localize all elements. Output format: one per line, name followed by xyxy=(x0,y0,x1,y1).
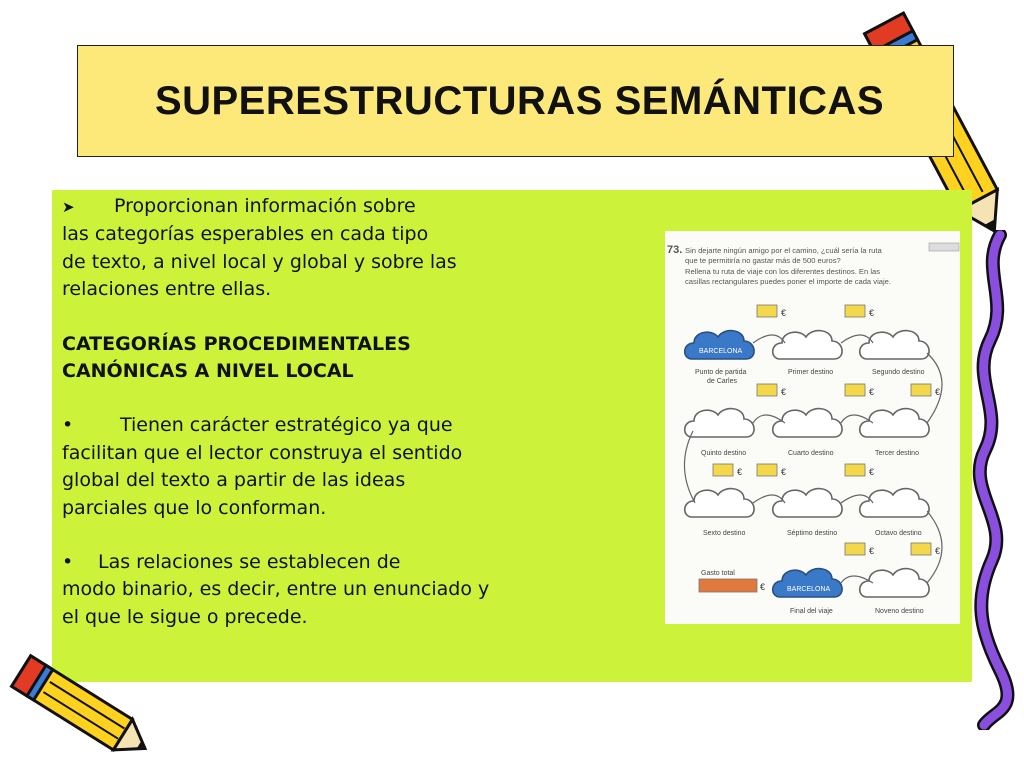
euro-sign: € xyxy=(869,308,875,318)
bullet2-line-3: el que le sigue o precede. xyxy=(62,605,308,628)
bullet1-line-3: global del texto a partir de las ideas xyxy=(62,469,406,492)
label-d5: Quinto destino xyxy=(701,450,747,457)
euro-sign: € xyxy=(781,387,787,397)
label-d3: Tercer destino xyxy=(875,450,919,457)
euro-sign: € xyxy=(935,546,941,556)
label-end: Final del viaje xyxy=(790,608,833,615)
bullet-dot: • xyxy=(62,414,74,437)
label-d2: Segundo destino xyxy=(872,369,925,376)
bullet1-line-4: parciales que lo conforman. xyxy=(62,496,327,519)
euro-sign: € xyxy=(869,467,875,477)
euro-sign: € xyxy=(737,467,743,477)
slide-title: SUPERESTRUCTURAS SEMÁNTICAS xyxy=(154,78,885,123)
worksheet-instruction-4: casillas rectangulares puedes poner el importe de cada viaje. xyxy=(685,277,891,286)
intro-line-2: las categorías esperables en cada tipo xyxy=(62,223,429,246)
euro-sign: € xyxy=(869,546,875,556)
label-d9: Noveno destino xyxy=(875,608,924,615)
travel-route-worksheet xyxy=(665,231,960,624)
bullet1-line-1: • Tienen carácter estratégico ya que xyxy=(62,412,542,439)
city-label-end: BARCELONA xyxy=(787,586,831,593)
label-start-2: de Carles xyxy=(707,378,737,385)
section-heading-line-1: CATEGORÍAS PROCEDIMENTALES xyxy=(62,332,411,355)
section-heading-line-2: CANÓNICAS A NIVEL LOCAL xyxy=(62,360,354,383)
title-box xyxy=(77,45,954,157)
worksheet-number: 73. xyxy=(667,244,683,256)
bullet1-line-2: facilitan que el lector construya el sentido xyxy=(62,441,463,464)
bullet2-line-2: modo binario, es decir, entre un enunciado y xyxy=(62,578,490,601)
total-box xyxy=(699,579,757,592)
label-d8: Octavo destino xyxy=(875,530,922,537)
city-label-start: BARCELONA xyxy=(699,348,743,355)
label-d7: Séptimo destino xyxy=(787,530,838,537)
body-text xyxy=(62,193,542,631)
pencil-icon xyxy=(0,650,160,768)
bullet2-line-1: • Las relaciones se establecen de xyxy=(62,549,542,576)
label-d6: Sexto destino xyxy=(703,530,746,537)
intro-line-4: relaciones entre ellas. xyxy=(62,278,272,301)
euro-sign: € xyxy=(935,387,941,397)
euro-sign: € xyxy=(781,467,787,477)
label-d1: Primer destino xyxy=(788,369,834,376)
worksheet-instruction-1: Sin dejarte ningún amigo por el camino, ¿cuál sería la ruta xyxy=(685,246,882,255)
euro-sign: € xyxy=(760,582,766,592)
euro-sign: € xyxy=(781,308,787,318)
squiggle-line-icon xyxy=(970,230,1024,730)
worksheet-instruction-2: que te permitiría no gastar más de 500 euros? xyxy=(685,256,841,265)
label-d4: Cuarto destino xyxy=(788,450,834,457)
euro-sign: € xyxy=(869,387,875,397)
arrow-bullet-icon: ➤ xyxy=(62,198,75,216)
label-start: Punto de partida xyxy=(695,369,747,376)
intro-line-3: de texto, a nivel local y global y sobre las xyxy=(62,250,457,273)
bullet-dot: • xyxy=(62,551,74,574)
label-total: Gasto total xyxy=(701,570,735,577)
intro-line-1: ➤ Proporcionan información sobre xyxy=(62,193,542,221)
worksheet-instruction-3: Rellena tu ruta de viaje con los diferentes destinos. En las xyxy=(685,267,881,276)
